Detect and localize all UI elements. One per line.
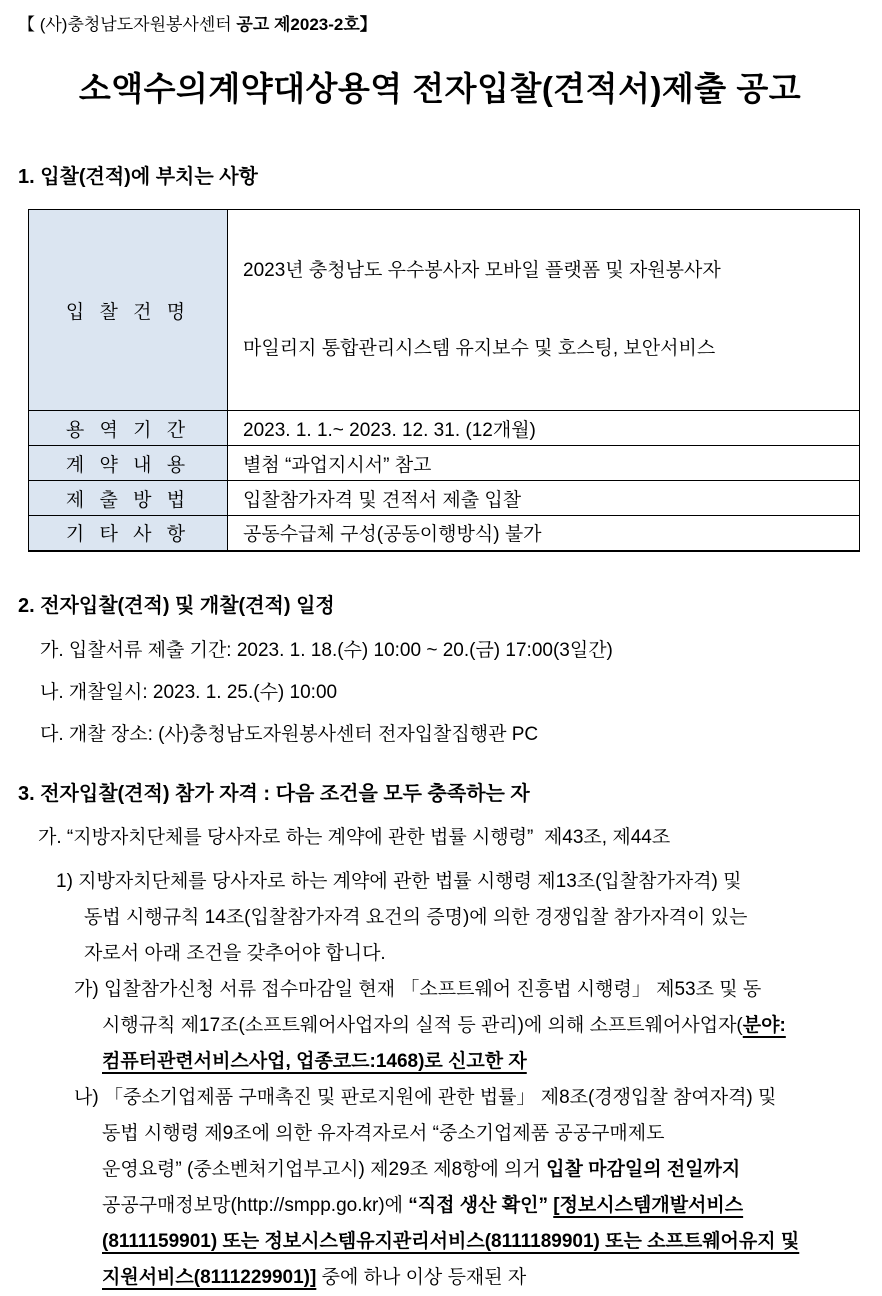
row-label-bid-title: 입 찰 건 명 [29,210,228,411]
section-1-heading: 1. 입찰(견적)에 부치는 사항 [18,166,258,188]
row-label-other-notes: 기 타 사 항 [29,516,228,551]
table-row-contract-content [29,446,860,481]
schedule-item-opening-datetime: 나. 개찰일시: 2023. 1. 25.(수) 10:00 [40,681,338,703]
para1-line-1: 1) 지방자치단체를 당사자로 하는 계약에 관한 법률 시행령 제13조(입찰참가자격) 및 [56,870,742,892]
subitem-na-line-4-underlined: [정보시스템개발서비스 [553,1194,744,1216]
para1-line-2: 동법 시행규칙 14조(입찰참가자격 요건의 증명)에 의한 경쟁입찰 참가자격이 있는 [84,906,748,928]
table-row-submission-method [29,481,860,516]
table-row-bid-title [29,210,860,411]
bid-info-table [28,209,860,552]
para1-line-3: 자로서 아래 조건을 갖추어야 합니다. [84,942,386,964]
section-2-heading: 2. 전자입찰(견적) 및 개찰(견적) 일정 [18,594,335,617]
notice-number-id: 공고 제2023-2호】 [236,15,377,34]
subitem-na-line-1: 나) 「중소기업제품 구매촉진 및 판로지원에 관한 법률」 제8조(경쟁입찰 참여자격) 및 [74,1086,777,1108]
row-label-submission-method: 제 출 방 법 [29,481,228,516]
row-value-contract-content: 별첨 “과업지시서” 참고 [228,446,860,481]
schedule-item-submission-period: 가. 입찰서류 제출 기간: 2023. 1. 18.(수) 10:00 ~ 20.(금) 17:00(3일간) [40,639,613,661]
bid-title-line-2: 마일리지 통합관리시스템 유지보수 및 호스팅, 보안서비스 [243,338,716,359]
row-value-submission-method: 입찰참가자격 및 견적서 제출 입찰 [228,481,860,516]
table-row-other-notes [29,516,860,551]
subitem-na-line-2: 동법 시행령 제9조에 의한 유자격자로서 “중소기업제품 공공구매제도 [102,1122,665,1144]
subitem-na-line-4 [18,1188,862,1224]
subitem-na-line-6 [18,1260,862,1296]
table-row-service-period [29,411,860,446]
notice-number-org: 【 (사)충청남도자원봉사센터 [18,15,237,34]
subitem-na-line-6-underlined: 지원서비스(8111229901)] [102,1266,317,1288]
page-title: 소액수의계약대상용역 전자입찰(견적서)제출 공고 [78,70,802,107]
subitem-ga-line-2 [18,1008,862,1044]
subitem-na-line-6-text: 중에 하나 이상 등재된 자 [316,1266,527,1288]
row-label-service-period: 용 역 기 간 [29,411,228,446]
section-3-heading: 3. 전자입찰(견적) 참가 자격 : 다음 조건을 모두 충족하는 자 [18,782,530,805]
row-value-other-notes: 공동수급체 구성(공동이행방식) 불가 [228,516,860,551]
bid-title-line-1: 2023년 충청남도 우수봉사자 모바일 플랫폼 및 자원봉사자 [243,260,721,281]
notice-number [18,14,862,36]
section-2-items [18,630,862,756]
subitem-ga-line-2-underlined: 분야: [742,1014,786,1036]
subitem-na-line-3 [18,1152,862,1188]
qualification-item-ga: 가. “지방자치단체를 당사자로 하는 계약에 관한 법률 시행령” 제43조, 제44조 [38,826,671,848]
subitem-na-line-5-underlined: (8111159901) 또는 정보시스템유지관리서비스(8111189901) 또는 소프트웨어유지 및 [102,1230,800,1252]
subitem-ga-line-3-underlined: 컴퓨터관련서비스사업, 업종코드:1468)로 신고한 자 [102,1050,527,1072]
row-label-contract-content: 계 약 내 용 [29,446,228,481]
subitem-ga-line-3 [18,1044,862,1080]
row-value-service-period: 2023. 1. 1.~ 2023. 12. 31. (12개월) [228,411,860,446]
row-value-bid-title [228,210,860,411]
subitem-na-line-4-text: 공공구매정보망(http://smpp.go.kr)에 [102,1194,409,1216]
subitem-na-line-3-bold: 입찰 마감일의 전일까지 [546,1158,741,1180]
subitem-na-line-4-bold: “직접 생산 확인” [408,1194,554,1216]
subitem-na-line-5 [18,1224,862,1260]
subitem-ga-line-1: 가) 입찰참가신청 서류 접수마감일 현재 「소프트웨어 진흥법 시행령」 제53조 및 동 [74,978,762,1000]
subitem-ga-line-2-text: 시행규칙 제17조(소프트웨어사업자의 실적 등 관리)에 의해 소프트웨어사업자( [102,1014,743,1036]
schedule-item-opening-place: 다. 개찰 장소: (사)충청남도자원봉사센터 전자입찰집행관 PC [40,723,539,745]
subitem-na-line-3-text: 운영요령” (중소벤처기업부고시) 제29조 제8항에 의거 [102,1158,547,1180]
